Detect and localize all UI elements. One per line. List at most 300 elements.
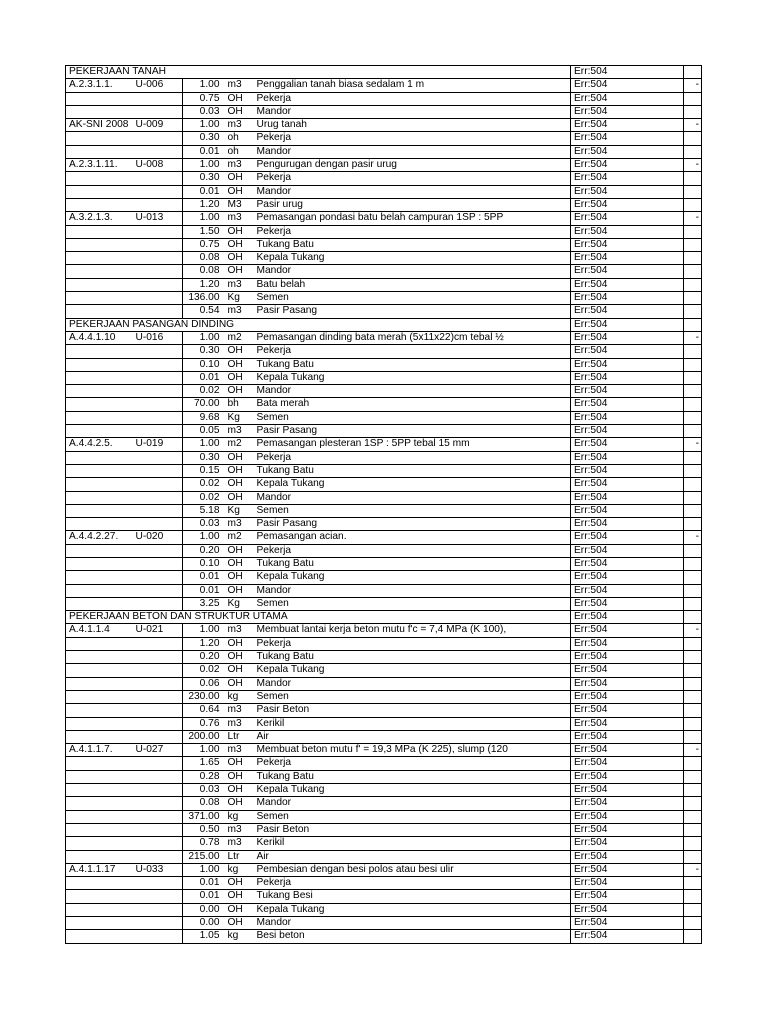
price-cell[interactable]: Err:504	[571, 252, 684, 265]
code-cell[interactable]	[66, 504, 133, 517]
unit-cell[interactable]: m3	[225, 119, 254, 132]
mark-cell[interactable]	[684, 717, 702, 730]
price-cell[interactable]: Err:504	[571, 584, 684, 597]
unit-cell[interactable]: oh	[225, 132, 254, 145]
unit-cell[interactable]: OH	[225, 92, 254, 105]
reference-cell[interactable]	[133, 478, 183, 491]
coefficient-cell[interactable]: 0.02	[183, 385, 225, 398]
mark-cell[interactable]	[684, 544, 702, 557]
code-cell[interactable]: A.2.3.1.1.	[66, 79, 133, 92]
description-cell[interactable]: Kepala Tukang	[254, 784, 571, 797]
reference-cell[interactable]	[133, 172, 183, 185]
coefficient-cell[interactable]: 0.30	[183, 345, 225, 358]
reference-cell[interactable]	[133, 451, 183, 464]
coefficient-cell[interactable]: 1.20	[183, 278, 225, 291]
price-cell[interactable]: Err:504	[571, 730, 684, 743]
description-cell[interactable]: Pekerja	[254, 544, 571, 557]
reference-cell[interactable]: U-013	[133, 212, 183, 225]
code-cell[interactable]: A.4.1.1.17	[66, 863, 133, 876]
code-cell[interactable]	[66, 105, 133, 118]
coefficient-cell[interactable]: 0.50	[183, 823, 225, 836]
mark-cell[interactable]: -	[684, 531, 702, 544]
description-cell[interactable]: Kepala Tukang	[254, 252, 571, 265]
coefficient-cell[interactable]: 1.00	[183, 438, 225, 451]
code-cell[interactable]	[66, 544, 133, 557]
price-cell[interactable]: Err:504	[571, 305, 684, 318]
reference-cell[interactable]	[133, 132, 183, 145]
mark-cell[interactable]	[684, 850, 702, 863]
unit-cell[interactable]: OH	[225, 105, 254, 118]
coefficient-cell[interactable]: 0.06	[183, 677, 225, 690]
description-cell[interactable]: Pekerja	[254, 637, 571, 650]
code-cell[interactable]	[66, 358, 133, 371]
code-cell[interactable]	[66, 571, 133, 584]
reference-cell[interactable]	[133, 917, 183, 930]
mark-cell[interactable]	[684, 784, 702, 797]
unit-cell[interactable]: Ltr	[225, 850, 254, 863]
reference-cell[interactable]	[133, 930, 183, 943]
reference-cell[interactable]	[133, 145, 183, 158]
code-cell[interactable]	[66, 810, 133, 823]
mark-cell[interactable]	[684, 345, 702, 358]
unit-cell[interactable]: oh	[225, 145, 254, 158]
code-cell[interactable]	[66, 823, 133, 836]
price-cell[interactable]: Err:504	[571, 890, 684, 903]
unit-cell[interactable]: m3	[225, 837, 254, 850]
mark-cell[interactable]	[684, 92, 702, 105]
unit-cell[interactable]: kg	[225, 810, 254, 823]
description-cell[interactable]: Tukang Batu	[254, 557, 571, 570]
price-cell[interactable]: Err:504	[571, 903, 684, 916]
code-cell[interactable]: A.3.2.1.3.	[66, 212, 133, 225]
unit-cell[interactable]: OH	[225, 451, 254, 464]
coefficient-cell[interactable]: 0.01	[183, 877, 225, 890]
price-cell[interactable]: Err:504	[571, 571, 684, 584]
unit-cell[interactable]: M3	[225, 198, 254, 211]
coefficient-cell[interactable]: 0.75	[183, 238, 225, 251]
mark-cell[interactable]	[684, 225, 702, 238]
description-cell[interactable]: Tukang Batu	[254, 770, 571, 783]
mark-cell[interactable]	[684, 930, 702, 943]
mark-cell[interactable]	[684, 385, 702, 398]
unit-cell[interactable]: OH	[225, 584, 254, 597]
description-cell[interactable]: Kepala Tukang	[254, 478, 571, 491]
unit-cell[interactable]: m3	[225, 425, 254, 438]
description-cell[interactable]: Mandor	[254, 677, 571, 690]
description-cell[interactable]: Mandor	[254, 584, 571, 597]
reference-cell[interactable]	[133, 185, 183, 198]
reference-cell[interactable]	[133, 491, 183, 504]
code-cell[interactable]	[66, 677, 133, 690]
code-cell[interactable]	[66, 770, 133, 783]
price-cell[interactable]: Err:504	[571, 358, 684, 371]
code-cell[interactable]	[66, 930, 133, 943]
description-cell[interactable]: Semen	[254, 292, 571, 305]
description-cell[interactable]: Mandor	[254, 265, 571, 278]
description-cell[interactable]: Pemasangan pondasi batu belah campuran 1SP : 5PP	[254, 212, 571, 225]
coefficient-cell[interactable]: 5.18	[183, 504, 225, 517]
description-cell[interactable]: Mandor	[254, 105, 571, 118]
mark-cell[interactable]	[684, 66, 702, 79]
unit-cell[interactable]: Kg	[225, 292, 254, 305]
coefficient-cell[interactable]: 1.00	[183, 159, 225, 172]
mark-cell[interactable]	[684, 677, 702, 690]
mark-cell[interactable]	[684, 451, 702, 464]
reference-cell[interactable]	[133, 890, 183, 903]
unit-cell[interactable]: OH	[225, 385, 254, 398]
price-cell[interactable]: Err:504	[571, 478, 684, 491]
code-cell[interactable]	[66, 690, 133, 703]
code-cell[interactable]: A.4.4.1.10	[66, 331, 133, 344]
coefficient-cell[interactable]: 0.30	[183, 451, 225, 464]
reference-cell[interactable]	[133, 557, 183, 570]
description-cell[interactable]: Pasir Pasang	[254, 305, 571, 318]
coefficient-cell[interactable]: 0.01	[183, 185, 225, 198]
price-cell[interactable]: Err:504	[571, 159, 684, 172]
description-cell[interactable]: Semen	[254, 597, 571, 610]
description-cell[interactable]: Semen	[254, 690, 571, 703]
description-cell[interactable]: Bata merah	[254, 398, 571, 411]
code-cell[interactable]	[66, 704, 133, 717]
coefficient-cell[interactable]: 0.01	[183, 145, 225, 158]
unit-cell[interactable]: m3	[225, 278, 254, 291]
code-cell[interactable]	[66, 345, 133, 358]
price-cell[interactable]: Err:504	[571, 757, 684, 770]
unit-cell[interactable]: OH	[225, 917, 254, 930]
price-cell[interactable]: Err:504	[571, 105, 684, 118]
code-cell[interactable]	[66, 145, 133, 158]
reference-cell[interactable]: U-008	[133, 159, 183, 172]
coefficient-cell[interactable]: 0.54	[183, 305, 225, 318]
mark-cell[interactable]	[684, 105, 702, 118]
unit-cell[interactable]: OH	[225, 265, 254, 278]
reference-cell[interactable]: U-020	[133, 531, 183, 544]
description-cell[interactable]: Membuat beton mutu f' = 19,3 MPa (K 225), slump (120	[254, 744, 571, 757]
reference-cell[interactable]	[133, 464, 183, 477]
coefficient-cell[interactable]: 0.76	[183, 717, 225, 730]
reference-cell[interactable]	[133, 637, 183, 650]
reference-cell[interactable]	[133, 717, 183, 730]
mark-cell[interactable]: -	[684, 438, 702, 451]
price-cell[interactable]: Err:504	[571, 119, 684, 132]
coefficient-cell[interactable]: 0.00	[183, 903, 225, 916]
code-cell[interactable]: A.2.3.1.11.	[66, 159, 133, 172]
description-cell[interactable]: Pasir urug	[254, 198, 571, 211]
unit-cell[interactable]: OH	[225, 491, 254, 504]
mark-cell[interactable]	[684, 810, 702, 823]
price-cell[interactable]: Err:504	[571, 784, 684, 797]
unit-cell[interactable]: OH	[225, 464, 254, 477]
mark-cell[interactable]	[684, 611, 702, 624]
code-cell[interactable]: A.4.1.1.7.	[66, 744, 133, 757]
code-cell[interactable]	[66, 903, 133, 916]
reference-cell[interactable]	[133, 850, 183, 863]
mark-cell[interactable]: -	[684, 744, 702, 757]
unit-cell[interactable]: OH	[225, 784, 254, 797]
reference-cell[interactable]: U-021	[133, 624, 183, 637]
reference-cell[interactable]	[133, 730, 183, 743]
unit-cell[interactable]: OH	[225, 677, 254, 690]
reference-cell[interactable]	[133, 784, 183, 797]
reference-cell[interactable]: U-033	[133, 863, 183, 876]
reference-cell[interactable]	[133, 385, 183, 398]
code-cell[interactable]	[66, 877, 133, 890]
coefficient-cell[interactable]: 0.10	[183, 358, 225, 371]
price-cell[interactable]: Err:504	[571, 92, 684, 105]
unit-cell[interactable]: OH	[225, 544, 254, 557]
unit-cell[interactable]: bh	[225, 398, 254, 411]
mark-cell[interactable]	[684, 903, 702, 916]
description-cell[interactable]: Mandor	[254, 797, 571, 810]
code-cell[interactable]	[66, 451, 133, 464]
mark-cell[interactable]	[684, 132, 702, 145]
code-cell[interactable]	[66, 371, 133, 384]
reference-cell[interactable]	[133, 92, 183, 105]
unit-cell[interactable]: m3	[225, 717, 254, 730]
price-cell[interactable]: Err:504	[571, 425, 684, 438]
unit-cell[interactable]: OH	[225, 252, 254, 265]
code-cell[interactable]: A.4.4.2.5.	[66, 438, 133, 451]
reference-cell[interactable]	[133, 278, 183, 291]
reference-cell[interactable]	[133, 265, 183, 278]
reference-cell[interactable]	[133, 198, 183, 211]
coefficient-cell[interactable]: 0.20	[183, 651, 225, 664]
mark-cell[interactable]	[684, 770, 702, 783]
price-cell[interactable]: Err:504	[571, 518, 684, 531]
code-cell[interactable]	[66, 797, 133, 810]
mark-cell[interactable]	[684, 292, 702, 305]
description-cell[interactable]: Mandor	[254, 917, 571, 930]
price-cell[interactable]: Err:504	[571, 385, 684, 398]
code-cell[interactable]	[66, 491, 133, 504]
unit-cell[interactable]: OH	[225, 238, 254, 251]
price-cell[interactable]: Err:504	[571, 917, 684, 930]
unit-cell[interactable]: Ltr	[225, 730, 254, 743]
code-cell[interactable]	[66, 557, 133, 570]
reference-cell[interactable]	[133, 797, 183, 810]
mark-cell[interactable]	[684, 651, 702, 664]
price-cell[interactable]: Err:504	[571, 651, 684, 664]
price-cell[interactable]: Err:504	[571, 438, 684, 451]
mark-cell[interactable]	[684, 837, 702, 850]
mark-cell[interactable]: -	[684, 624, 702, 637]
coefficient-cell[interactable]: 0.03	[183, 784, 225, 797]
mark-cell[interactable]	[684, 877, 702, 890]
reference-cell[interactable]: U-019	[133, 438, 183, 451]
unit-cell[interactable]: Kg	[225, 504, 254, 517]
description-cell[interactable]: Tukang Besi	[254, 890, 571, 903]
reference-cell[interactable]	[133, 345, 183, 358]
price-cell[interactable]: Err:504	[571, 132, 684, 145]
reference-cell[interactable]: U-009	[133, 119, 183, 132]
description-cell[interactable]: Pembesian dengan besi polos atau besi ulir	[254, 863, 571, 876]
code-cell[interactable]	[66, 385, 133, 398]
description-cell[interactable]: Mandor	[254, 385, 571, 398]
code-cell[interactable]	[66, 292, 133, 305]
code-cell[interactable]	[66, 637, 133, 650]
reference-cell[interactable]	[133, 651, 183, 664]
description-cell[interactable]: Besi beton	[254, 930, 571, 943]
mark-cell[interactable]	[684, 584, 702, 597]
mark-cell[interactable]	[684, 398, 702, 411]
price-cell[interactable]: Err:504	[571, 185, 684, 198]
reference-cell[interactable]	[133, 398, 183, 411]
mark-cell[interactable]	[684, 198, 702, 211]
price-cell[interactable]: Err:504	[571, 145, 684, 158]
price-cell[interactable]: Err:504	[571, 238, 684, 251]
price-cell[interactable]: Err:504	[571, 690, 684, 703]
coefficient-cell[interactable]: 0.01	[183, 890, 225, 903]
code-cell[interactable]	[66, 398, 133, 411]
coefficient-cell[interactable]: 0.10	[183, 557, 225, 570]
description-cell[interactable]: Tukang Batu	[254, 651, 571, 664]
reference-cell[interactable]	[133, 518, 183, 531]
coefficient-cell[interactable]: 0.02	[183, 478, 225, 491]
price-cell[interactable]: Err:504	[571, 225, 684, 238]
price-cell[interactable]: Err:504	[571, 544, 684, 557]
price-cell[interactable]: Err:504	[571, 172, 684, 185]
unit-cell[interactable]: m3	[225, 159, 254, 172]
price-cell[interactable]: Err:504	[571, 331, 684, 344]
mark-cell[interactable]	[684, 145, 702, 158]
reference-cell[interactable]: U-016	[133, 331, 183, 344]
unit-cell[interactable]: OH	[225, 637, 254, 650]
price-cell[interactable]: Err:504	[571, 770, 684, 783]
reference-cell[interactable]	[133, 252, 183, 265]
coefficient-cell[interactable]: 0.15	[183, 464, 225, 477]
unit-cell[interactable]: OH	[225, 770, 254, 783]
reference-cell[interactable]	[133, 105, 183, 118]
description-cell[interactable]: Kerikil	[254, 837, 571, 850]
unit-cell[interactable]: m3	[225, 624, 254, 637]
unit-cell[interactable]: Kg	[225, 597, 254, 610]
price-cell[interactable]: Err:504	[571, 451, 684, 464]
unit-cell[interactable]: OH	[225, 478, 254, 491]
coefficient-cell[interactable]: 0.78	[183, 837, 225, 850]
coefficient-cell[interactable]: 371.00	[183, 810, 225, 823]
coefficient-cell[interactable]: 1.00	[183, 531, 225, 544]
coefficient-cell[interactable]: 0.20	[183, 544, 225, 557]
coefficient-cell[interactable]: 200.00	[183, 730, 225, 743]
price-cell[interactable]: Err:504	[571, 597, 684, 610]
unit-cell[interactable]: OH	[225, 877, 254, 890]
coefficient-cell[interactable]: 0.03	[183, 518, 225, 531]
coefficient-cell[interactable]: 1.00	[183, 863, 225, 876]
coefficient-cell[interactable]: 0.02	[183, 491, 225, 504]
reference-cell[interactable]	[133, 770, 183, 783]
description-cell[interactable]: Tukang Batu	[254, 464, 571, 477]
code-cell[interactable]	[66, 597, 133, 610]
price-cell[interactable]: Err:504	[571, 744, 684, 757]
price-cell[interactable]: Err:504	[571, 930, 684, 943]
coefficient-cell[interactable]: 1.00	[183, 119, 225, 132]
reference-cell[interactable]	[133, 425, 183, 438]
mark-cell[interactable]	[684, 318, 702, 331]
mark-cell[interactable]	[684, 265, 702, 278]
price-cell[interactable]: Err:504	[571, 411, 684, 424]
description-cell[interactable]: Kepala Tukang	[254, 371, 571, 384]
unit-cell[interactable]: m2	[225, 438, 254, 451]
code-cell[interactable]	[66, 411, 133, 424]
reference-cell[interactable]	[133, 837, 183, 850]
mark-cell[interactable]: -	[684, 212, 702, 225]
mark-cell[interactable]	[684, 238, 702, 251]
coefficient-cell[interactable]: 1.00	[183, 331, 225, 344]
unit-cell[interactable]: m2	[225, 331, 254, 344]
reference-cell[interactable]	[133, 544, 183, 557]
unit-cell[interactable]: m3	[225, 823, 254, 836]
code-cell[interactable]	[66, 784, 133, 797]
code-cell[interactable]	[66, 478, 133, 491]
reference-cell[interactable]	[133, 292, 183, 305]
mark-cell[interactable]	[684, 704, 702, 717]
code-cell[interactable]	[66, 890, 133, 903]
mark-cell[interactable]	[684, 571, 702, 584]
description-cell[interactable]: Kerikil	[254, 717, 571, 730]
unit-cell[interactable]: kg	[225, 930, 254, 943]
code-cell[interactable]	[66, 730, 133, 743]
description-cell[interactable]: Pasir Beton	[254, 823, 571, 836]
coefficient-cell[interactable]: 1.00	[183, 212, 225, 225]
mark-cell[interactable]	[684, 425, 702, 438]
mark-cell[interactable]	[684, 411, 702, 424]
price-cell[interactable]: Err:504	[571, 79, 684, 92]
description-cell[interactable]: Semen	[254, 504, 571, 517]
coefficient-cell[interactable]: 1.05	[183, 930, 225, 943]
coefficient-cell[interactable]: 70.00	[183, 398, 225, 411]
description-cell[interactable]: Mandor	[254, 491, 571, 504]
section-title-cell[interactable]: PEKERJAAN PASANGAN DINDING	[66, 318, 571, 331]
coefficient-cell[interactable]: 3.25	[183, 597, 225, 610]
coefficient-cell[interactable]: 9.68	[183, 411, 225, 424]
mark-cell[interactable]	[684, 557, 702, 570]
reference-cell[interactable]	[133, 704, 183, 717]
description-cell[interactable]: Pemasangan dinding bata merah (5x11x22)cm tebal ½	[254, 331, 571, 344]
description-cell[interactable]: Tukang Batu	[254, 238, 571, 251]
coefficient-cell[interactable]: 0.08	[183, 797, 225, 810]
reference-cell[interactable]: U-006	[133, 79, 183, 92]
reference-cell[interactable]	[133, 823, 183, 836]
unit-cell[interactable]: OH	[225, 651, 254, 664]
coefficient-cell[interactable]: 1.00	[183, 79, 225, 92]
description-cell[interactable]: Urug tanah	[254, 119, 571, 132]
unit-cell[interactable]: OH	[225, 172, 254, 185]
price-cell[interactable]: Err:504	[571, 198, 684, 211]
unit-cell[interactable]: kg	[225, 690, 254, 703]
description-cell[interactable]: Pekerja	[254, 451, 571, 464]
code-cell[interactable]	[66, 464, 133, 477]
mark-cell[interactable]	[684, 597, 702, 610]
mark-cell[interactable]	[684, 172, 702, 185]
description-cell[interactable]: Semen	[254, 810, 571, 823]
mark-cell[interactable]	[684, 504, 702, 517]
unit-cell[interactable]: OH	[225, 664, 254, 677]
price-cell[interactable]: Err:504	[571, 823, 684, 836]
code-cell[interactable]	[66, 132, 133, 145]
coefficient-cell[interactable]: 230.00	[183, 690, 225, 703]
mark-cell[interactable]	[684, 797, 702, 810]
code-cell[interactable]	[66, 225, 133, 238]
coefficient-cell[interactable]: 1.20	[183, 637, 225, 650]
price-cell[interactable]: Err:504	[571, 345, 684, 358]
description-cell[interactable]: Mandor	[254, 185, 571, 198]
price-cell[interactable]: Err:504	[571, 531, 684, 544]
unit-cell[interactable]: kg	[225, 863, 254, 876]
reference-cell[interactable]	[133, 371, 183, 384]
price-cell[interactable]: Err:504	[571, 810, 684, 823]
coefficient-cell[interactable]: 0.05	[183, 425, 225, 438]
coefficient-cell[interactable]: 0.30	[183, 132, 225, 145]
